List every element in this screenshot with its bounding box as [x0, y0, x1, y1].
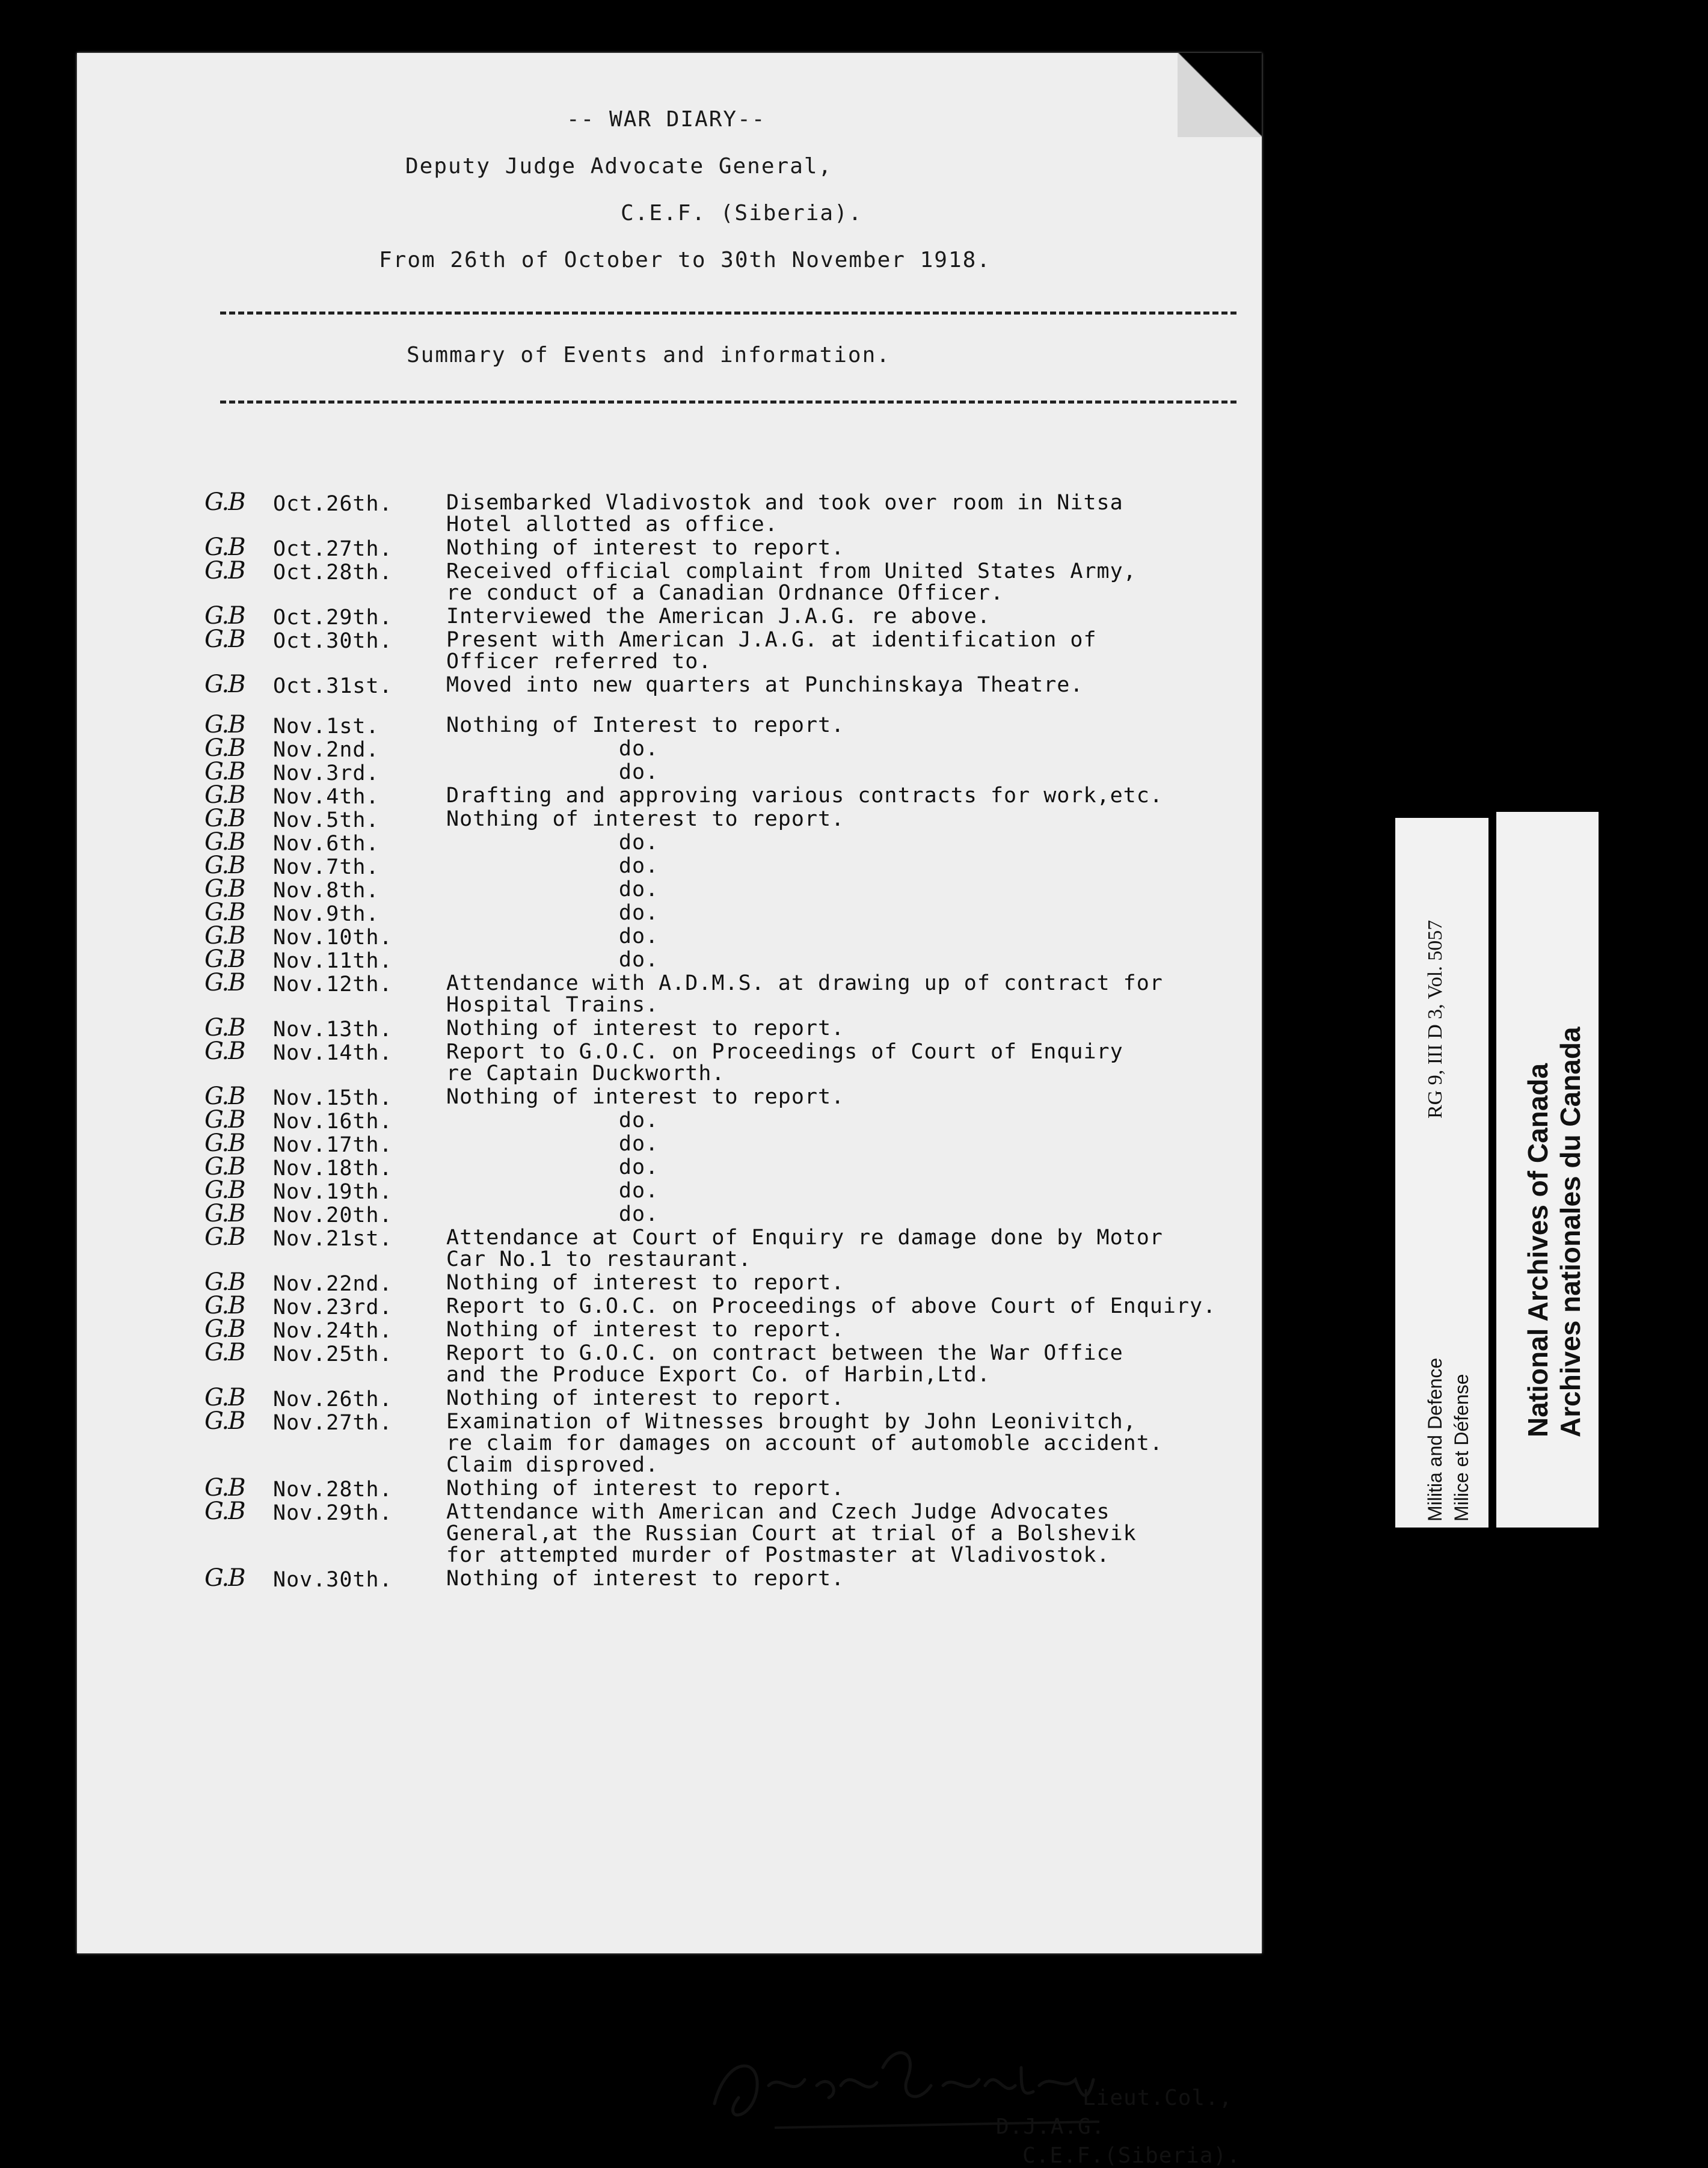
entry-text: do. — [446, 948, 659, 972]
entry-text: do. — [446, 854, 659, 878]
entry-text: Report to G.O.C. on Proceedings of above Court of Enquiry. — [446, 1294, 1217, 1318]
entry-text: Attendance with A.D.M.S. at drawing up of contract for Hospital Trains. — [446, 971, 1163, 1017]
entry-date: Nov.21st. — [273, 1227, 393, 1251]
entry-date: Nov.30th. — [273, 1568, 393, 1592]
entry-date: Nov.11th. — [273, 949, 393, 973]
entry-text: Attendance with American and Czech Judge Advocates General,at the Russian Court at trial of a Bolshevik for attempted murder of Postmaster at Vladivostok. — [446, 1500, 1137, 1567]
entry-text: Nothing of interest to report. — [446, 536, 845, 560]
entry-text: Disembarked Vladivostok and took over room in Nitsa Hotel allotted as office. — [446, 491, 1123, 536]
entry-date: Nov.24th. — [273, 1319, 393, 1343]
entry-date: Nov.26th. — [273, 1387, 393, 1411]
entry-date: Nov.17th. — [273, 1133, 393, 1157]
entry-date: Oct.28th. — [273, 560, 393, 585]
separator-top — [220, 312, 1236, 315]
entry-text: do. — [446, 831, 659, 855]
entry-text: do. — [446, 1155, 659, 1179]
entry-date: Nov.2nd. — [273, 738, 379, 762]
entry-initials: G.B — [204, 828, 245, 856]
entry-initials: G.B — [204, 852, 245, 879]
entry-date: Oct.27th. — [273, 537, 393, 561]
entry-initials: G.B — [204, 875, 245, 903]
entry-text: do. — [446, 1179, 659, 1203]
entry-initials: G.B — [204, 1339, 245, 1366]
entry-text: Nothing of interest to report. — [446, 1271, 845, 1295]
entry-initials: G.B — [204, 922, 245, 950]
entry-text: Examination of Witnesses brought by John Leonivitch, re claim for damages on account of automoble accident. Claim disproved. — [446, 1410, 1163, 1477]
diary-page — [77, 53, 1262, 2168]
entry-date: Nov.9th. — [273, 902, 379, 926]
entry-date: Nov.18th. — [273, 1156, 393, 1181]
entry-text: Present with American J.A.G. at identification of Officer referred to. — [446, 628, 1097, 674]
signer-rank: Lieut.Col., — [1083, 2086, 1233, 2110]
entry-initials: G.B — [204, 898, 245, 926]
entry-initials: G.B — [204, 671, 245, 698]
entry-date: Nov.5th. — [273, 808, 379, 832]
entry-date: Nov.7th. — [273, 855, 379, 879]
entry-text: Report to G.O.C. on Proceedings of Court of Enquiry re Captain Duckworth. — [446, 1040, 1123, 1086]
entry-initials: G.B — [204, 625, 245, 653]
entry-initials: G.B — [204, 1037, 245, 1065]
entry-initials: G.B — [204, 945, 245, 973]
entry-text: Nothing of interest to report. — [446, 1085, 845, 1109]
signer-unit: C.E.F.(Siberia). — [1022, 2143, 1241, 2168]
archive-label-left — [1395, 818, 1488, 1528]
entry-text: Nothing of interest to report. — [446, 1016, 845, 1040]
entry-initials: G.B — [204, 1384, 245, 1411]
entry-initials: G.B — [204, 1176, 245, 1204]
entry-initials: G.B — [204, 533, 245, 561]
entry-text: Received official complaint from United States Army, re conduct of a Canadian Ordnance Officer. — [446, 559, 1137, 605]
entry-text: Nothing of interest to report. — [446, 1318, 845, 1342]
signer-title: D.J.A.G. — [996, 2114, 1105, 2139]
diary-heading-line2: C.E.F. (Siberia). — [621, 201, 863, 226]
entry-text: do. — [446, 924, 659, 948]
separator-bottom — [220, 401, 1236, 404]
entry-initials: G.B — [204, 1014, 245, 1042]
entry-initials: G.B — [204, 805, 245, 832]
entry-date: Nov.3rd. — [273, 761, 379, 785]
entry-initials: G.B — [204, 781, 245, 809]
entry-initials: G.B — [204, 1129, 245, 1157]
entry-initials: G.B — [204, 1407, 245, 1435]
entry-date: Oct.29th. — [273, 606, 393, 630]
entry-initials: G.B — [204, 1564, 245, 1592]
entry-text: Nothing of interest to report. — [446, 1386, 845, 1410]
entry-date: Nov.27th. — [273, 1411, 393, 1435]
entry-initials: G.B — [204, 488, 245, 516]
entry-initials: G.B — [204, 711, 245, 739]
entry-text: Nothing of interest to report. — [446, 807, 845, 831]
entry-text: do. — [446, 1132, 659, 1156]
entry-text: Report to G.O.C. on contract between the War Office and the Produce Export Co. of Harbin,Ltd. — [446, 1341, 1123, 1387]
entry-text: do. — [446, 1202, 659, 1226]
entry-date: Nov.4th. — [273, 785, 379, 809]
entry-text: Moved into new quarters at Punchinskaya Theatre. — [446, 673, 1084, 697]
diary-title: -- WAR DIARY-- — [567, 107, 766, 132]
archive-name-en: National Archives of Canada — [1522, 1063, 1553, 1437]
entry-initials: G.B — [204, 1106, 245, 1134]
entry-date: Nov.16th. — [273, 1110, 393, 1134]
summary-heading: Summary of Events and information. — [407, 343, 891, 367]
entry-text: Attendance at Court of Enquiry re damage done by Motor Car No.1 to restaurant. — [446, 1226, 1163, 1271]
entry-initials: G.B — [204, 1200, 245, 1227]
entry-date: Oct.31st. — [273, 674, 393, 698]
diary-period: From 26th of October to 30th November 1918. — [379, 248, 991, 272]
entry-initials: G.B — [204, 1082, 245, 1110]
paper-corner — [1178, 53, 1262, 137]
entry-initials: G.B — [204, 969, 245, 996]
entry-initials: G.B — [204, 1223, 245, 1251]
entry-date: Nov.1st. — [273, 714, 379, 739]
archive-dept-en: Militia and Defence — [1424, 1357, 1446, 1522]
entry-text: do. — [446, 1108, 659, 1132]
entry-initials: G.B — [204, 557, 245, 585]
entry-text: Nothing of Interest to report. — [446, 713, 845, 737]
entry-date: Oct.26th. — [273, 492, 393, 516]
entry-initials: G.B — [204, 1153, 245, 1181]
entry-initials: G.B — [204, 1497, 245, 1525]
entry-date: Nov.6th. — [273, 832, 379, 856]
entry-text: do. — [446, 760, 659, 784]
entry-text: do. — [446, 737, 659, 761]
entry-text: Nothing of interest to report. — [446, 1476, 845, 1500]
entry-date: Nov.8th. — [273, 879, 379, 903]
entry-date: Nov.14th. — [273, 1041, 393, 1065]
entry-text: do. — [446, 901, 659, 925]
entry-date: Nov.19th. — [273, 1180, 393, 1204]
entry-date: Nov.20th. — [273, 1203, 393, 1227]
entry-date: Nov.12th. — [273, 972, 393, 996]
diary-heading-line1: Deputy Judge Advocate General, — [405, 154, 833, 179]
archive-reference: RG 9, III D 3, Vol. 5057 — [1424, 920, 1446, 1119]
entry-initials: G.B — [204, 1474, 245, 1502]
entry-date: Nov.25th. — [273, 1342, 393, 1366]
entry-date: Nov.22nd. — [273, 1272, 393, 1296]
entry-initials: G.B — [204, 1268, 245, 1296]
entry-initials: G.B — [204, 758, 245, 785]
entry-text: Interviewed the American J.A.G. re above. — [446, 604, 991, 628]
entry-date: Nov.13th. — [273, 1018, 393, 1042]
entry-initials: G.B — [204, 1315, 245, 1343]
archive-name-fr: Archives nationales du Canada — [1555, 1027, 1586, 1437]
entry-initials: G.B — [204, 602, 245, 630]
entry-date: Nov.15th. — [273, 1086, 393, 1110]
entry-date: Nov.10th. — [273, 926, 393, 950]
archive-dept-fr: Milice et Défense — [1451, 1374, 1472, 1522]
entry-date: Nov.29th. — [273, 1501, 393, 1525]
entry-date: Oct.30th. — [273, 629, 393, 653]
entry-date: Nov.28th. — [273, 1478, 393, 1502]
entry-text: Drafting and approving various contracts for work,etc. — [446, 784, 1163, 808]
entry-date: Nov.23rd. — [273, 1295, 393, 1319]
archive-label-right — [1496, 812, 1599, 1528]
entry-text: Nothing of interest to report. — [446, 1567, 845, 1591]
entry-text: do. — [446, 877, 659, 901]
entry-initials: G.B — [204, 734, 245, 762]
entry-initials: G.B — [204, 1292, 245, 1319]
